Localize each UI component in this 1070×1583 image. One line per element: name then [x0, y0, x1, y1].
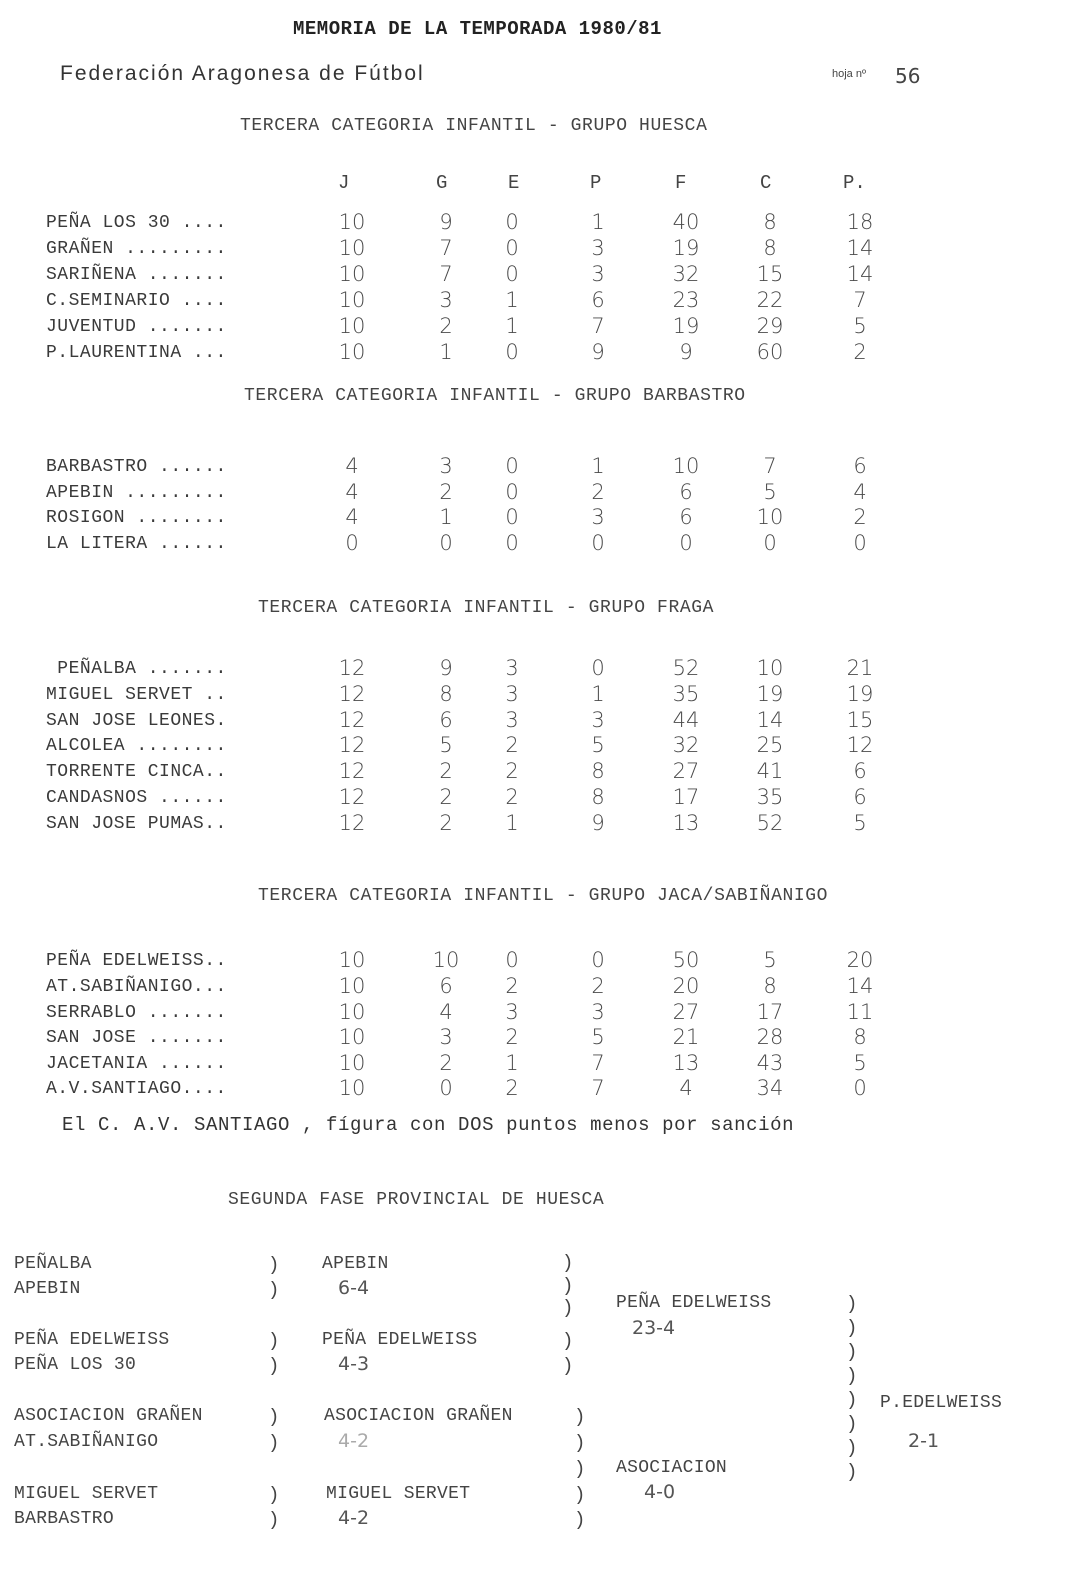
- col-header: F: [675, 172, 687, 194]
- bracket-score: 6-4: [338, 1277, 370, 1299]
- bracket-winner: ASOCIACION GRAÑEN: [324, 1406, 513, 1426]
- stat-cell: 1: [505, 314, 519, 338]
- stat-cell: 2: [591, 974, 605, 998]
- stat-cell: 0: [505, 262, 519, 286]
- stat-cell: 0: [853, 531, 867, 555]
- stat-cell: 1: [591, 210, 605, 234]
- team-name: APEBIN .........: [46, 483, 227, 503]
- stat-cell: 7: [591, 314, 605, 338]
- stat-cell: 9: [439, 656, 453, 680]
- stat-cell: 1: [439, 340, 453, 364]
- bracket-winner: MIGUEL SERVET: [326, 1484, 471, 1504]
- stat-cell: 2: [439, 811, 453, 835]
- bracket-team: AT.SABIÑANIGO: [14, 1432, 159, 1452]
- stat-cell: 60: [756, 340, 784, 364]
- col-header: P: [590, 172, 602, 194]
- stat-cell: 44: [672, 708, 700, 732]
- bracket-score: 23-4: [632, 1317, 676, 1339]
- stat-cell: 2: [439, 759, 453, 783]
- stat-cell: 9: [439, 210, 453, 234]
- stat-cell: 4: [345, 480, 359, 504]
- stat-cell: 6: [439, 708, 453, 732]
- stat-cell: 5: [763, 948, 777, 972]
- bracket-score: 4-0: [644, 1481, 676, 1503]
- stat-cell: 2: [439, 785, 453, 809]
- stat-cell: 9: [679, 340, 693, 364]
- bracket-winner: PEÑA EDELWEISS: [322, 1330, 478, 1350]
- stat-cell: 1: [439, 505, 453, 529]
- stat-cell: 4: [679, 1076, 693, 1100]
- stat-cell: 7: [439, 262, 453, 286]
- stat-cell: 0: [853, 1076, 867, 1100]
- stat-cell: 12: [338, 785, 366, 809]
- bracket-paren: ): [562, 1330, 574, 1352]
- section-title-fraga: TERCERA CATEGORIA INFANTIL - GRUPO FRAGA: [258, 598, 715, 618]
- team-name: AT.SABIÑANIGO...: [46, 977, 227, 997]
- bracket-paren: ): [846, 1413, 858, 1435]
- stat-cell: 6: [679, 505, 693, 529]
- section-title-huesca: TERCERA CATEGORIA INFANTIL - GRUPO HUESCA: [240, 116, 708, 136]
- team-name: CANDASNOS ......: [46, 788, 227, 808]
- stat-cell: 8: [763, 236, 777, 260]
- stat-cell: 5: [763, 480, 777, 504]
- stat-cell: 19: [672, 236, 700, 260]
- bracket-score: 4-2: [338, 1507, 370, 1529]
- stat-cell: 41: [756, 759, 784, 783]
- bracket-score: 4-2: [338, 1430, 370, 1452]
- team-name: ROSIGON ........: [46, 508, 227, 528]
- stat-cell: 6: [439, 974, 453, 998]
- stat-cell: 6: [853, 759, 867, 783]
- stat-cell: 0: [505, 531, 519, 555]
- stat-cell: 2: [853, 340, 867, 364]
- bracket-paren: ): [846, 1437, 858, 1459]
- stat-cell: 6: [853, 454, 867, 478]
- stat-cell: 10: [338, 210, 366, 234]
- stat-cell: 27: [672, 759, 700, 783]
- section-title-jaca: TERCERA CATEGORIA INFANTIL - GRUPO JACA/SABIÑANIGO: [258, 886, 829, 906]
- stat-cell: 8: [439, 682, 453, 706]
- sheet-number: 56: [895, 64, 921, 88]
- bracket-paren: ): [846, 1389, 858, 1411]
- stat-cell: 14: [846, 262, 874, 286]
- stat-cell: 2: [505, 1025, 519, 1049]
- stat-cell: 5: [591, 1025, 605, 1049]
- stat-cell: 19: [756, 682, 784, 706]
- stat-cell: 8: [853, 1025, 867, 1049]
- stat-cell: 12: [338, 656, 366, 680]
- bracket-score: 4-3: [338, 1353, 370, 1375]
- bracket-champion: P.EDELWEISS: [880, 1393, 1003, 1413]
- bracket-paren: ): [268, 1254, 280, 1276]
- stat-cell: 10: [338, 314, 366, 338]
- stat-cell: 0: [505, 210, 519, 234]
- stat-cell: 5: [853, 314, 867, 338]
- bracket-paren: ): [574, 1406, 586, 1428]
- stat-cell: 50: [672, 948, 700, 972]
- stat-cell: 15: [756, 262, 784, 286]
- sanction-note: El C. A.V. SANTIAGO , fígura con DOS puntos menos por sanción: [62, 1114, 795, 1136]
- bracket-winner: APEBIN: [322, 1254, 389, 1274]
- stat-cell: 0: [439, 1076, 453, 1100]
- stat-cell: 19: [672, 314, 700, 338]
- stat-cell: 6: [591, 288, 605, 312]
- bracket-paren: ): [574, 1484, 586, 1506]
- stat-cell: 8: [591, 759, 605, 783]
- stat-cell: 6: [679, 480, 693, 504]
- stat-cell: 25: [756, 733, 784, 757]
- stat-cell: 10: [338, 340, 366, 364]
- stat-cell: 13: [672, 811, 700, 835]
- stat-cell: 17: [672, 785, 700, 809]
- stat-cell: 52: [672, 656, 700, 680]
- team-name: JUVENTUD .......: [46, 317, 227, 337]
- stat-cell: 3: [505, 656, 519, 680]
- team-name: ALCOLEA ........: [46, 736, 227, 756]
- team-name: SAN JOSE .......: [46, 1028, 227, 1048]
- stat-cell: 5: [439, 733, 453, 757]
- team-name: SAN JOSE PUMAS..: [46, 814, 227, 834]
- stat-cell: 3: [439, 454, 453, 478]
- stat-cell: 3: [505, 1000, 519, 1024]
- bracket-team: PEÑA LOS 30: [14, 1355, 137, 1375]
- bracket-paren: ): [562, 1252, 574, 1274]
- team-name: LA LITERA ......: [46, 534, 227, 554]
- stat-cell: 4: [439, 1000, 453, 1024]
- sheet-label: hoja nº: [832, 68, 866, 80]
- bracket-paren: ): [268, 1355, 280, 1377]
- bracket-paren: ): [846, 1365, 858, 1387]
- stat-cell: 3: [591, 505, 605, 529]
- stat-cell: 10: [338, 1076, 366, 1100]
- stat-cell: 12: [338, 811, 366, 835]
- stat-cell: 10: [338, 236, 366, 260]
- bracket-paren: ): [268, 1279, 280, 1301]
- bracket-team: PEÑA EDELWEISS: [14, 1330, 170, 1350]
- stat-cell: 0: [505, 505, 519, 529]
- stat-cell: 5: [853, 811, 867, 835]
- bracket-team: ASOCIACION GRAÑEN: [14, 1406, 203, 1426]
- stat-cell: 2: [439, 314, 453, 338]
- stat-cell: 0: [763, 531, 777, 555]
- stat-cell: 2: [591, 480, 605, 504]
- team-name: MIGUEL SERVET ..: [46, 685, 227, 705]
- stat-cell: 27: [672, 1000, 700, 1024]
- stat-cell: 2: [505, 974, 519, 998]
- page-title: MEMORIA DE LA TEMPORADA 1980/81: [293, 18, 662, 40]
- stat-cell: 7: [853, 288, 867, 312]
- stat-cell: 0: [505, 236, 519, 260]
- stat-cell: 10: [338, 1000, 366, 1024]
- stat-cell: 21: [672, 1025, 700, 1049]
- stat-cell: 0: [679, 531, 693, 555]
- bracket-paren: ): [268, 1432, 280, 1454]
- stat-cell: 0: [439, 531, 453, 555]
- stat-cell: 14: [756, 708, 784, 732]
- team-name: SARIÑENA .......: [46, 265, 227, 285]
- bracket-paren: ): [268, 1484, 280, 1506]
- bracket-winner: PEÑA EDELWEISS: [616, 1293, 772, 1313]
- bracket-paren: ): [846, 1341, 858, 1363]
- team-name: TORRENTE CINCA..: [46, 762, 227, 782]
- stat-cell: 43: [756, 1051, 784, 1075]
- bracket-paren: ): [268, 1406, 280, 1428]
- bracket-title: SEGUNDA FASE PROVINCIAL DE HUESCA: [228, 1190, 605, 1210]
- team-name: P.LAURENTINA ...: [46, 343, 227, 363]
- col-header: J: [338, 172, 350, 194]
- stat-cell: 0: [591, 531, 605, 555]
- stat-cell: 19: [846, 682, 874, 706]
- stat-cell: 32: [672, 733, 700, 757]
- team-name: GRAÑEN .........: [46, 239, 227, 259]
- stat-cell: 13: [672, 1051, 700, 1075]
- stat-cell: 11: [846, 1000, 874, 1024]
- bracket-paren: ): [574, 1432, 586, 1454]
- stat-cell: 29: [756, 314, 784, 338]
- stat-cell: 7: [763, 454, 777, 478]
- stat-cell: 2: [439, 480, 453, 504]
- stat-cell: 3: [439, 288, 453, 312]
- stat-cell: 14: [846, 974, 874, 998]
- bracket-paren: ): [846, 1461, 858, 1483]
- stat-cell: 0: [591, 656, 605, 680]
- team-name: SAN JOSE LEONES.: [46, 711, 227, 731]
- stat-cell: 2: [505, 1076, 519, 1100]
- bracket-paren: ): [562, 1275, 574, 1297]
- bracket-paren: ): [574, 1458, 586, 1480]
- stat-cell: 14: [846, 236, 874, 260]
- team-name: SERRABLO .......: [46, 1003, 227, 1023]
- stat-cell: 2: [505, 733, 519, 757]
- stat-cell: 2: [439, 1051, 453, 1075]
- team-name: PEÑA EDELWEISS..: [46, 951, 227, 971]
- stat-cell: 8: [591, 785, 605, 809]
- stat-cell: 3: [505, 708, 519, 732]
- stat-cell: 8: [763, 974, 777, 998]
- stat-cell: 8: [763, 210, 777, 234]
- stat-cell: 52: [756, 811, 784, 835]
- stat-cell: 0: [591, 948, 605, 972]
- stat-cell: 20: [672, 974, 700, 998]
- stat-cell: 4: [853, 480, 867, 504]
- col-header: G: [436, 172, 448, 194]
- stat-cell: 10: [756, 505, 784, 529]
- team-name: BARBASTRO ......: [46, 457, 227, 477]
- stat-cell: 12: [338, 733, 366, 757]
- stat-cell: 4: [345, 505, 359, 529]
- stat-cell: 12: [846, 733, 874, 757]
- team-name: C.SEMINARIO ....: [46, 291, 227, 311]
- stat-cell: 12: [338, 759, 366, 783]
- stat-cell: 0: [505, 340, 519, 364]
- bracket-paren: ): [574, 1509, 586, 1531]
- bracket-paren: ): [562, 1355, 574, 1377]
- stat-cell: 9: [591, 340, 605, 364]
- stat-cell: 22: [756, 288, 784, 312]
- stat-cell: 3: [439, 1025, 453, 1049]
- section-title-barbastro: TERCERA CATEGORIA INFANTIL - GRUPO BARBASTRO: [244, 386, 746, 406]
- bracket-paren: ): [846, 1317, 858, 1339]
- bracket-paren: ): [562, 1297, 574, 1319]
- bracket-final-score: 2-1: [908, 1430, 940, 1452]
- stat-cell: 10: [338, 974, 366, 998]
- bracket-team: PEÑALBA: [14, 1254, 92, 1274]
- stat-cell: 3: [591, 262, 605, 286]
- team-name: PEÑA LOS 30 ....: [46, 213, 227, 233]
- federation-name: Federación Aragonesa de Fútbol: [60, 62, 425, 85]
- stat-cell: 12: [338, 682, 366, 706]
- team-name: PEÑALBA .......: [46, 659, 227, 679]
- stat-cell: 3: [591, 1000, 605, 1024]
- stat-cell: 7: [591, 1076, 605, 1100]
- stat-cell: 35: [672, 682, 700, 706]
- stat-cell: 34: [756, 1076, 784, 1100]
- stat-cell: 1: [591, 454, 605, 478]
- stat-cell: 0: [505, 480, 519, 504]
- stat-cell: 4: [345, 454, 359, 478]
- stat-cell: 3: [505, 682, 519, 706]
- stat-cell: 12: [338, 708, 366, 732]
- col-header: C: [760, 172, 772, 194]
- stat-cell: 10: [756, 656, 784, 680]
- stat-cell: 3: [591, 236, 605, 260]
- team-name: JACETANIA ......: [46, 1054, 227, 1074]
- stat-cell: 35: [756, 785, 784, 809]
- stat-cell: 7: [591, 1051, 605, 1075]
- stat-cell: 0: [345, 531, 359, 555]
- stat-cell: 1: [591, 682, 605, 706]
- bracket-winner: ASOCIACION: [616, 1458, 728, 1478]
- stat-cell: 10: [338, 948, 366, 972]
- stat-cell: 32: [672, 262, 700, 286]
- stat-cell: 1: [505, 811, 519, 835]
- team-name: A.V.SANTIAGO....: [46, 1079, 227, 1099]
- stat-cell: 1: [505, 1051, 519, 1075]
- stat-cell: 17: [756, 1000, 784, 1024]
- stat-cell: 7: [439, 236, 453, 260]
- stat-cell: 2: [505, 785, 519, 809]
- stat-cell: 15: [846, 708, 874, 732]
- stat-cell: 23: [672, 288, 700, 312]
- stat-cell: 1: [505, 288, 519, 312]
- stat-cell: 18: [846, 210, 874, 234]
- stat-cell: 10: [338, 1051, 366, 1075]
- col-header: P.: [843, 172, 866, 194]
- stat-cell: 20: [846, 948, 874, 972]
- stat-cell: 10: [672, 454, 700, 478]
- stat-cell: 10: [338, 1025, 366, 1049]
- stat-cell: 2: [853, 505, 867, 529]
- stat-cell: 0: [505, 454, 519, 478]
- stat-cell: 21: [846, 656, 874, 680]
- stat-cell: 40: [672, 210, 700, 234]
- stat-cell: 2: [505, 759, 519, 783]
- bracket-team: MIGUEL SERVET: [14, 1484, 159, 1504]
- stat-cell: 28: [756, 1025, 784, 1049]
- stat-cell: 3: [591, 708, 605, 732]
- stat-cell: 6: [853, 785, 867, 809]
- bracket-team: APEBIN: [14, 1279, 81, 1299]
- bracket-paren: ): [846, 1293, 858, 1315]
- stat-cell: 9: [591, 811, 605, 835]
- stat-cell: 0: [505, 948, 519, 972]
- stat-cell: 10: [338, 262, 366, 286]
- bracket-team: BARBASTRO: [14, 1509, 114, 1529]
- col-header: E: [508, 172, 520, 194]
- stat-cell: 10: [338, 288, 366, 312]
- stat-cell: 10: [432, 948, 460, 972]
- stat-cell: 5: [853, 1051, 867, 1075]
- bracket-paren: ): [268, 1509, 280, 1531]
- bracket-paren: ): [268, 1330, 280, 1352]
- stat-cell: 5: [591, 733, 605, 757]
